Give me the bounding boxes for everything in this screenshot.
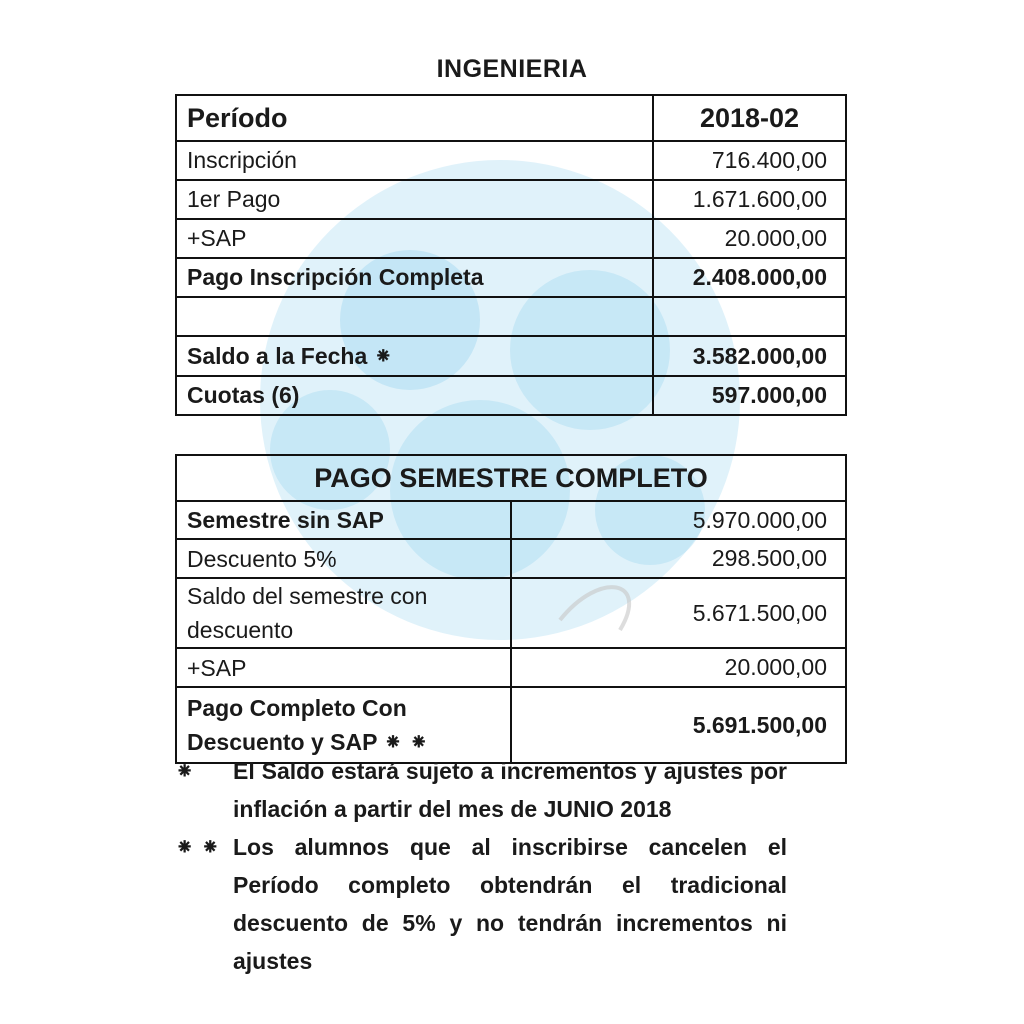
footnote-1-text: El Saldo estará sujeto a incrementos y ajustes por inflación a partir del mes de JUNIO 2018 <box>233 758 787 822</box>
footnote-2 <box>175 828 787 980</box>
period-label: Período <box>176 95 653 141</box>
row-value-cuotas: 597.000,00 <box>653 376 846 415</box>
semester-table-title: PAGO SEMESTRE COMPLETO <box>176 455 846 501</box>
period-value: 2018-02 <box>653 95 846 141</box>
table-row <box>176 539 846 578</box>
table-row <box>176 648 846 687</box>
row-value-sap: 20.000,00 <box>653 219 846 258</box>
row-label-saldo-semestre: Saldo del semestre con descuento <box>176 578 511 648</box>
footnotes <box>175 752 787 980</box>
footnote-2-mark: ⁕ ⁕ <box>175 834 220 860</box>
table-row <box>176 180 846 219</box>
enrollment-table <box>175 94 847 416</box>
table-title-row <box>176 455 846 501</box>
row-value-empty <box>653 297 846 336</box>
table-row <box>176 376 846 415</box>
row-label-cuotas: Cuotas (6) <box>176 376 653 415</box>
table-header-row <box>176 95 846 141</box>
footnote-2-text: Los alumnos que al inscribirse cancelen el Período completo obtendrán el tradicional descuento de 5% y no tendrán incrementos ni ajustes <box>233 834 787 974</box>
row-label-semestre: Semestre sin SAP <box>176 501 511 539</box>
row-value-descuento: 298.500,00 <box>511 539 846 578</box>
row-value-primer-pago: 1.671.600,00 <box>653 180 846 219</box>
row-value-sap-2: 20.000,00 <box>511 648 846 687</box>
row-label-sap-2: +SAP <box>176 648 511 687</box>
table-row <box>176 258 846 297</box>
row-value-pago-inscripcion: 2.408.000,00 <box>653 258 846 297</box>
row-value-semestre: 5.970.000,00 <box>511 501 846 539</box>
row-label-primer-pago: 1er Pago <box>176 180 653 219</box>
row-label-descuento: Descuento 5% <box>176 539 511 578</box>
row-value-saldo-semestre: 5.671.500,00 <box>511 578 846 648</box>
row-label-sap: +SAP <box>176 219 653 258</box>
table-row <box>176 578 846 648</box>
table-row-empty <box>176 297 846 336</box>
footnote-1-mark: ⁕ <box>175 758 195 784</box>
row-value-pago-completo: 5.691.500,00 <box>511 687 846 763</box>
semester-payment-table <box>175 454 847 764</box>
table-row <box>176 141 846 180</box>
table-row <box>176 501 846 539</box>
row-value-saldo: 3.582.000,00 <box>653 336 846 376</box>
table-row <box>176 219 846 258</box>
page-title: INGENIERIA <box>436 55 588 83</box>
row-label-empty <box>176 297 653 336</box>
row-label-inscripcion: Inscripción <box>176 141 653 180</box>
table-row <box>176 336 846 376</box>
row-value-inscripcion: 716.400,00 <box>653 141 846 180</box>
footnote-1 <box>175 752 787 828</box>
row-label-pago-inscripcion: Pago Inscripción Completa <box>176 258 653 297</box>
row-label-pago-completo: Pago Completo Con Descuento y SAP ⁕ ⁕ <box>176 687 511 763</box>
row-label-saldo: Saldo a la Fecha ⁕ <box>176 336 653 376</box>
